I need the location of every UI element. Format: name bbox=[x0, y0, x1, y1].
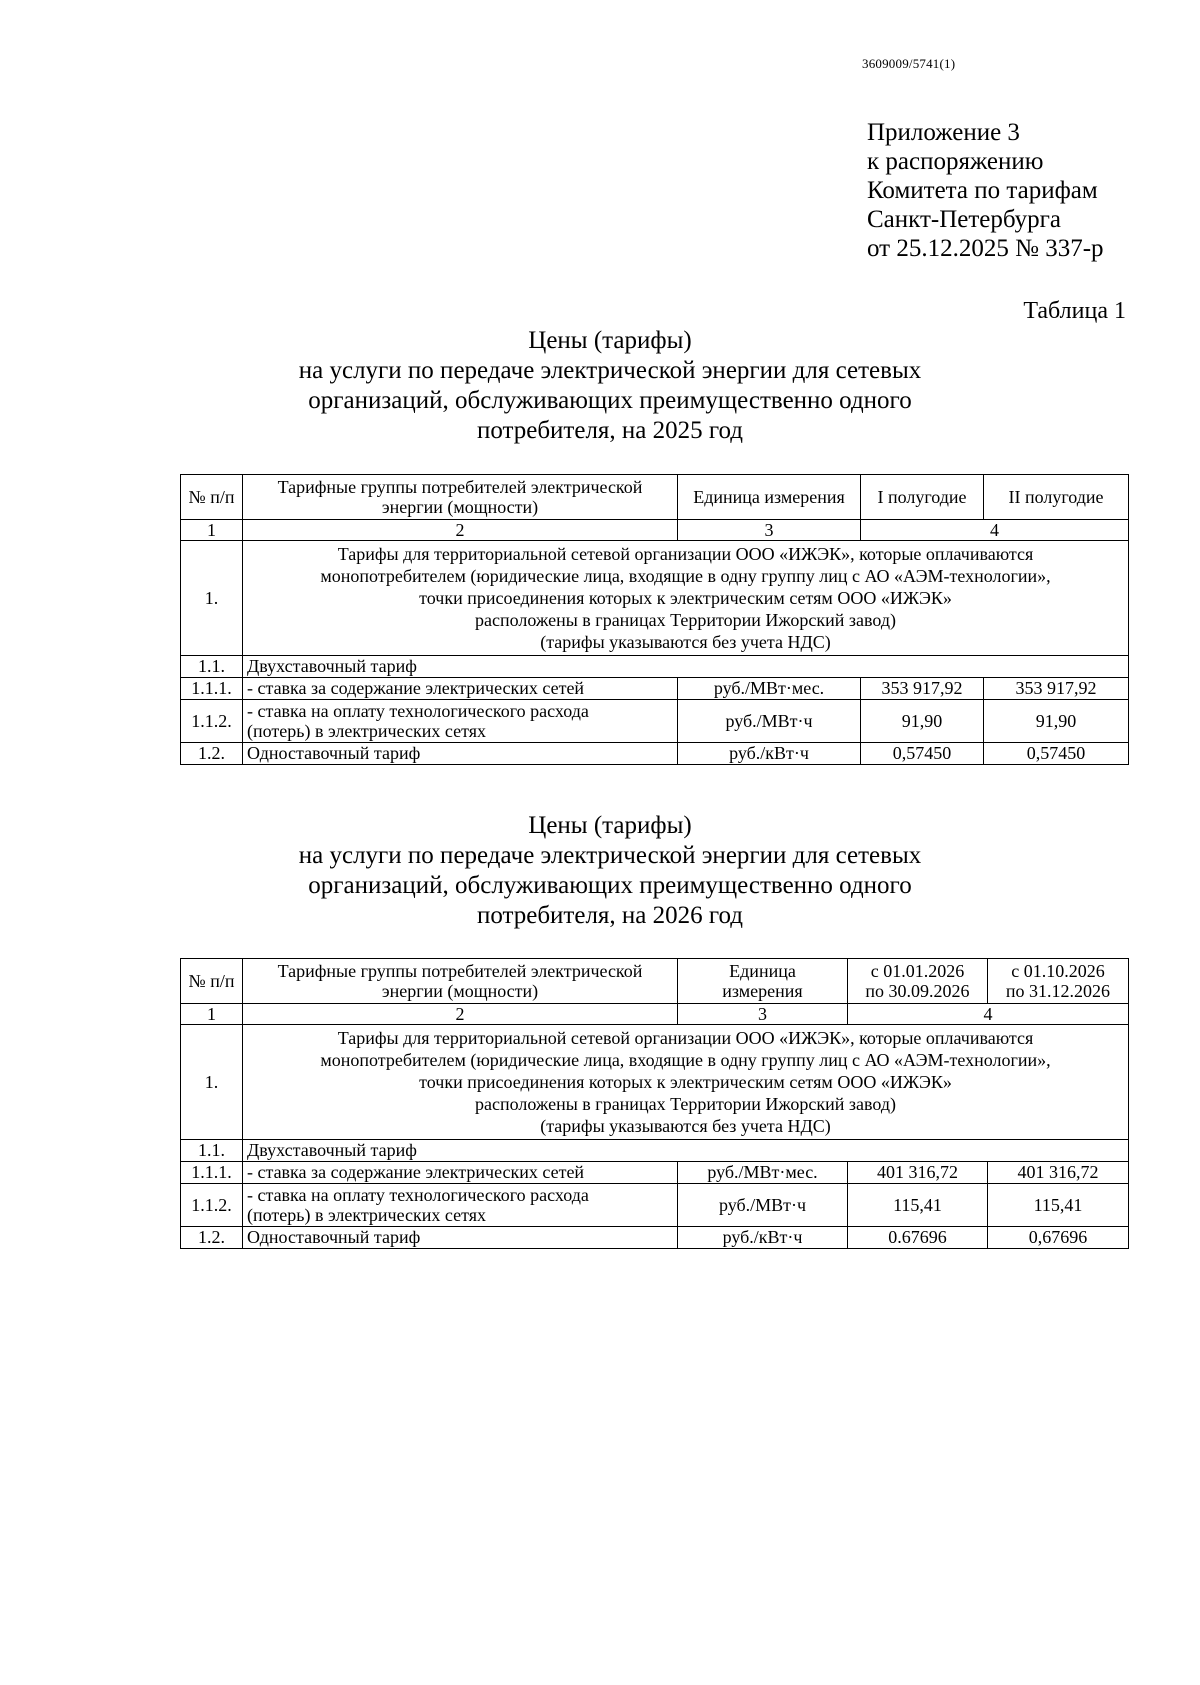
row-name: Одноставочный тариф bbox=[243, 743, 678, 765]
appendix-block bbox=[867, 118, 1104, 263]
table-row bbox=[181, 678, 1129, 700]
column-number: 3 bbox=[678, 1004, 848, 1025]
row-num: 1.1. bbox=[181, 1140, 243, 1162]
description-text bbox=[243, 1025, 1129, 1140]
tariff-table-2025 bbox=[180, 474, 1129, 765]
title-line: на услуги по передаче электрической энергии для сетевых bbox=[298, 357, 922, 384]
description-line: (тарифы указываются без учета НДС) bbox=[540, 632, 831, 652]
title-line: потребителя, на 2025 год bbox=[476, 417, 744, 444]
row-value-1: 115,41 bbox=[848, 1184, 988, 1227]
table-row bbox=[181, 1162, 1129, 1184]
header-group: Тарифные группы потребителей электрической энергии (мощности) bbox=[243, 959, 678, 1004]
row-value-2: 401 316,72 bbox=[988, 1162, 1129, 1184]
appendix-line: от 25.12.2025 № 337-р bbox=[867, 235, 1104, 262]
column-number: 2 bbox=[243, 1004, 678, 1025]
header-period-line: по 30.09.2026 bbox=[865, 981, 970, 1001]
title-line: потребителя, на 2026 год bbox=[476, 902, 744, 929]
description-line: Тарифы для территориальной сетевой организации ООО «ИЖЭК», которые оплачиваются bbox=[337, 544, 1034, 564]
header-period-line: по 31.12.2026 bbox=[1005, 981, 1111, 1001]
appendix-line: Санкт-Петербурга bbox=[867, 206, 1062, 233]
header-period-line: с 01.01.2026 bbox=[870, 961, 965, 981]
document-id: 3609009/5741(1) bbox=[862, 56, 956, 71]
description-text bbox=[243, 541, 1129, 656]
appendix-line: к распоряжению bbox=[867, 148, 1044, 175]
row-value-2: 0,57450 bbox=[984, 743, 1129, 765]
row-value-1: 0.67696 bbox=[848, 1227, 988, 1249]
description-line: точки присоединения которых к электрическим сетям ООО «ИЖЭК» bbox=[419, 588, 952, 608]
column-number-row bbox=[181, 520, 1129, 541]
header-period-1 bbox=[848, 959, 988, 1004]
row-value-2: 353 917,92 bbox=[984, 678, 1129, 700]
header-period-2: II полугодие bbox=[984, 475, 1129, 520]
row-num: 1.1.1. bbox=[181, 1162, 243, 1184]
row-name-line: (потерь) в электрических сетях bbox=[247, 721, 487, 741]
description-line: расположены в границах Территории Ижорский завод) bbox=[474, 610, 896, 630]
row-num: 1.1.2. bbox=[181, 1184, 243, 1227]
row-unit: руб./кВт·ч bbox=[678, 743, 861, 765]
description-line: Тарифы для территориальной сетевой организации ООО «ИЖЭК», которые оплачиваются bbox=[337, 1028, 1034, 1048]
table-row bbox=[181, 1227, 1129, 1249]
row-unit: руб./МВт·мес. bbox=[678, 678, 861, 700]
title-line: организаций, обслуживающих преимущественно одного bbox=[308, 387, 912, 414]
table-row bbox=[181, 700, 1129, 743]
table-row bbox=[181, 656, 1129, 678]
header-period-1: I полугодие bbox=[861, 475, 984, 520]
description-row bbox=[181, 541, 1129, 656]
row-num: 1. bbox=[181, 1025, 243, 1140]
description-line: (тарифы указываются без учета НДС) bbox=[540, 1116, 831, 1136]
row-value-2: 115,41 bbox=[988, 1184, 1129, 1227]
description-line: монопотребителем (юридические лица, входящие в одну группу лиц с АО «АЭМ-технологии», bbox=[320, 1050, 1051, 1070]
column-number: 1 bbox=[181, 1004, 243, 1025]
table-header-row bbox=[181, 959, 1129, 1004]
row-num: 1.1.2. bbox=[181, 700, 243, 743]
row-value-1: 91,90 bbox=[861, 700, 984, 743]
header-period-2 bbox=[988, 959, 1129, 1004]
header-num: № п/п bbox=[181, 959, 243, 1004]
row-value-1: 353 917,92 bbox=[861, 678, 984, 700]
appendix-line: Комитета по тарифам bbox=[867, 177, 1098, 204]
header-unit-line: Единица bbox=[729, 961, 796, 981]
section-title-2025 bbox=[180, 326, 1040, 446]
title-line: Цены (тарифы) bbox=[528, 812, 692, 839]
header-unit: Единица измерения bbox=[678, 475, 861, 520]
header-unit-line: измерения bbox=[722, 981, 803, 1001]
row-unit: руб./кВт·ч bbox=[678, 1227, 848, 1249]
tariff-table-2026 bbox=[180, 958, 1129, 1249]
table-row bbox=[181, 1140, 1129, 1162]
row-value-2: 0,67696 bbox=[988, 1227, 1129, 1249]
table-row bbox=[181, 743, 1129, 765]
description-line: точки присоединения которых к электрическим сетям ООО «ИЖЭК» bbox=[419, 1072, 952, 1092]
row-num: 1.2. bbox=[181, 743, 243, 765]
column-number: 2 bbox=[243, 520, 678, 541]
header-period-line: с 01.10.2026 bbox=[1011, 961, 1105, 981]
description-line: расположены в границах Территории Ижорский завод) bbox=[474, 1094, 896, 1114]
row-num: 1. bbox=[181, 541, 243, 656]
row-name: Двухставочный тариф bbox=[243, 1140, 1129, 1162]
column-number-row bbox=[181, 1004, 1129, 1025]
title-line: организаций, обслуживающих преимущественно одного bbox=[308, 872, 912, 899]
column-number: 4 bbox=[861, 520, 1129, 541]
header-num: № п/п bbox=[181, 475, 243, 520]
title-line: на услуги по передаче электрической энергии для сетевых bbox=[298, 842, 922, 869]
row-name bbox=[243, 700, 678, 743]
table-row bbox=[181, 1184, 1129, 1227]
row-unit: руб./МВт·мес. bbox=[678, 1162, 848, 1184]
row-value-1: 0,57450 bbox=[861, 743, 984, 765]
row-value-2: 91,90 bbox=[984, 700, 1129, 743]
column-number: 1 bbox=[181, 520, 243, 541]
appendix-line: Приложение 3 bbox=[867, 119, 1020, 146]
row-unit: руб./МВт·ч bbox=[678, 700, 861, 743]
column-number: 4 bbox=[848, 1004, 1129, 1025]
row-value-1: 401 316,72 bbox=[848, 1162, 988, 1184]
row-num: 1.1.1. bbox=[181, 678, 243, 700]
row-num: 1.2. bbox=[181, 1227, 243, 1249]
header-group: Тарифные группы потребителей электрической энергии (мощности) bbox=[243, 475, 678, 520]
header-unit bbox=[678, 959, 848, 1004]
row-unit: руб./МВт·ч bbox=[678, 1184, 848, 1227]
row-name-line: (потерь) в электрических сетях bbox=[247, 1205, 487, 1225]
description-row bbox=[181, 1025, 1129, 1140]
description-line: монопотребителем (юридические лица, входящие в одну группу лиц с АО «АЭМ-технологии», bbox=[320, 566, 1051, 586]
row-name-line: - ставка на оплату технологического расхода bbox=[247, 1185, 589, 1205]
column-number: 3 bbox=[678, 520, 861, 541]
row-name: Двухставочный тариф bbox=[243, 656, 1129, 678]
table-label: Таблица 1 bbox=[1023, 298, 1126, 324]
row-name bbox=[243, 1184, 678, 1227]
row-num: 1.1. bbox=[181, 656, 243, 678]
table-header-row bbox=[181, 475, 1129, 520]
row-name: Одноставочный тариф bbox=[243, 1227, 678, 1249]
row-name-line: - ставка на оплату технологического расхода bbox=[247, 701, 589, 721]
title-line: Цены (тарифы) bbox=[528, 327, 692, 354]
row-name: - ставка за содержание электрических сетей bbox=[243, 678, 678, 700]
row-name: - ставка за содержание электрических сетей bbox=[243, 1162, 678, 1184]
section-title-2026 bbox=[180, 811, 1040, 931]
